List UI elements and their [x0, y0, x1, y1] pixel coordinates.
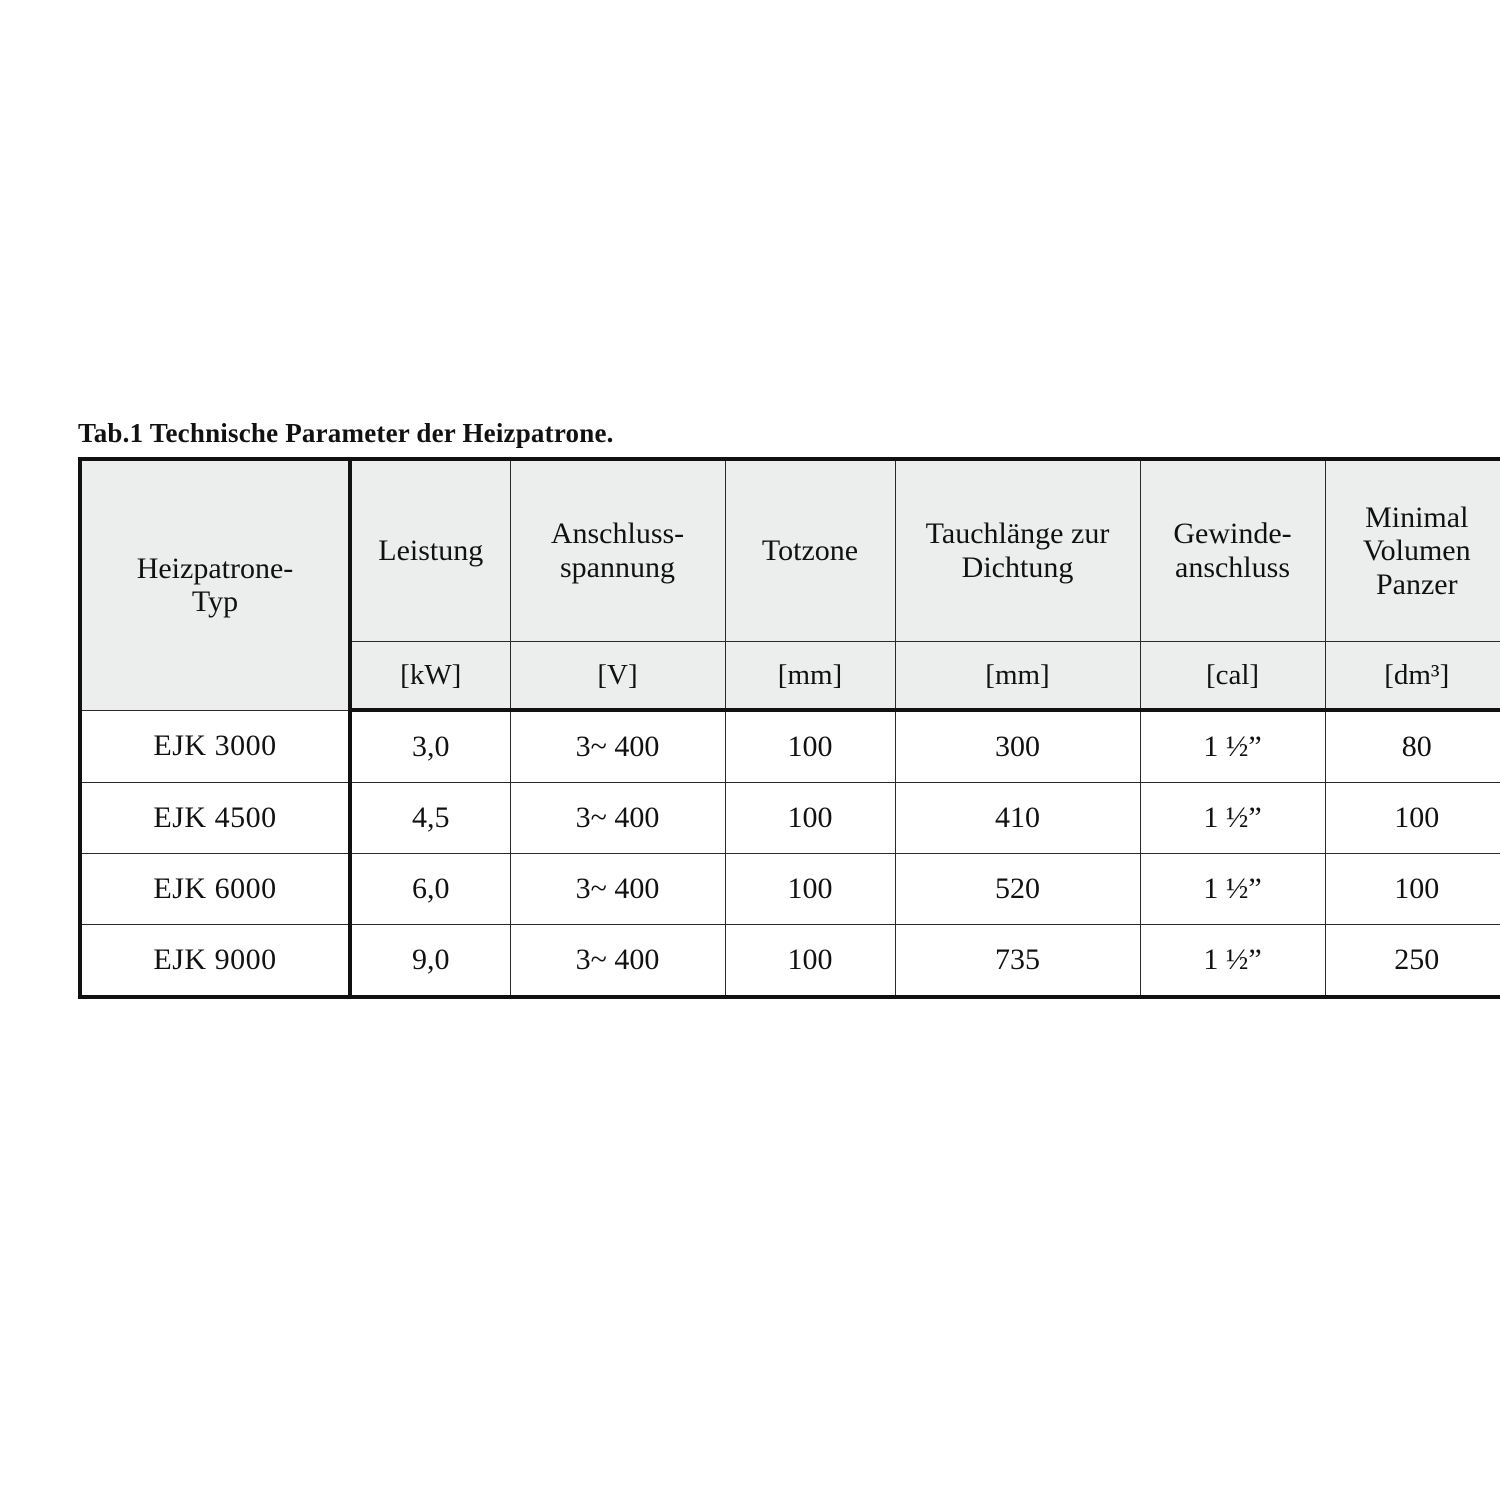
- table-container: [78, 418, 1471, 999]
- header-tauchlaenge: [895, 459, 1140, 642]
- cell-tauchlaenge: 410: [895, 783, 1140, 854]
- header-heizpatrone-typ-line2: Typ: [191, 585, 239, 619]
- cell-volumen: 100: [1325, 854, 1500, 925]
- cell-volumen: 100: [1325, 783, 1500, 854]
- table-caption: Tab.1 Technische Parameter der Heizpatrone.: [78, 418, 614, 448]
- cell-tauchlaenge: 520: [895, 854, 1140, 925]
- unit-totzone: [mm]: [725, 642, 895, 711]
- cell-type: EJK 3000: [80, 710, 350, 783]
- cell-totzone: 100: [725, 925, 895, 998]
- cell-gewinde: 1 ½”: [1140, 783, 1325, 854]
- header-minimal-volumen-panzer-line1: Minimal: [1365, 500, 1469, 534]
- cell-volumen: 250: [1325, 925, 1500, 998]
- cell-spannung: 3~ 400: [510, 925, 725, 998]
- cell-leistung: 9,0: [350, 925, 510, 998]
- cell-gewinde: 1 ½”: [1140, 710, 1325, 783]
- cell-gewinde: 1 ½”: [1140, 925, 1325, 998]
- header-gewindeanschluss: [1140, 459, 1325, 642]
- table-row: [80, 854, 1500, 925]
- header-minimal-volumen-panzer: [1325, 459, 1500, 642]
- header-gewindeanschluss-line1: Gewinde-: [1173, 517, 1292, 551]
- header-minimal-volumen-panzer-line3: Panzer: [1375, 567, 1458, 601]
- cell-leistung: 4,5: [350, 783, 510, 854]
- cell-tauchlaenge: 300: [895, 710, 1140, 783]
- cell-type: EJK 6000: [80, 854, 350, 925]
- unit-gewindeanschluss: [cal]: [1140, 642, 1325, 711]
- header-anschlussspannung: [510, 459, 725, 642]
- cell-spannung: 3~ 400: [510, 783, 725, 854]
- table-header: [80, 459, 1500, 710]
- unit-leistung: [kW]: [350, 642, 510, 711]
- header-leistung: [350, 459, 510, 642]
- cell-type: EJK 9000: [80, 925, 350, 998]
- cell-totzone: 100: [725, 783, 895, 854]
- cell-gewinde: 1 ½”: [1140, 854, 1325, 925]
- cell-leistung: 3,0: [350, 710, 510, 783]
- table-row: [80, 925, 1500, 998]
- unit-anschlussspannung: [V]: [510, 642, 725, 711]
- header-totzone: [725, 459, 895, 642]
- unit-tauchlaenge: [mm]: [895, 642, 1140, 711]
- header-anschlussspannung-line2: spannung: [560, 551, 675, 584]
- header-anschlussspannung-line1: Anschluss-: [550, 517, 685, 551]
- cell-spannung: 3~ 400: [510, 854, 725, 925]
- technical-parameters-table: [78, 457, 1500, 999]
- cell-spannung: 3~ 400: [510, 710, 725, 783]
- header-heizpatrone-typ: [80, 459, 350, 710]
- header-heizpatrone-typ-line1: Heizpatrone-: [136, 551, 294, 585]
- cell-tauchlaenge: 735: [895, 925, 1140, 998]
- unit-minimal-volumen-panzer: [dm³]: [1325, 642, 1500, 711]
- header-leistung-line1: Leistung: [378, 534, 484, 568]
- cell-volumen: 80: [1325, 710, 1500, 783]
- cell-totzone: 100: [725, 854, 895, 925]
- table-header-row-main: [80, 459, 1500, 642]
- header-totzone-line1: Totzone: [761, 534, 859, 568]
- table-row: [80, 783, 1500, 854]
- table-body: [80, 710, 1500, 997]
- header-minimal-volumen-panzer-line2: Volumen: [1362, 534, 1471, 568]
- cell-type: EJK 4500: [80, 783, 350, 854]
- header-tauchlaenge-line2: Dichtung: [961, 551, 1074, 584]
- cell-totzone: 100: [725, 710, 895, 783]
- table-row: [80, 710, 1500, 783]
- cell-leistung: 6,0: [350, 854, 510, 925]
- header-gewindeanschluss-line2: anschluss: [1175, 551, 1290, 584]
- header-tauchlaenge-line1: Tauchlänge zur: [925, 517, 1110, 551]
